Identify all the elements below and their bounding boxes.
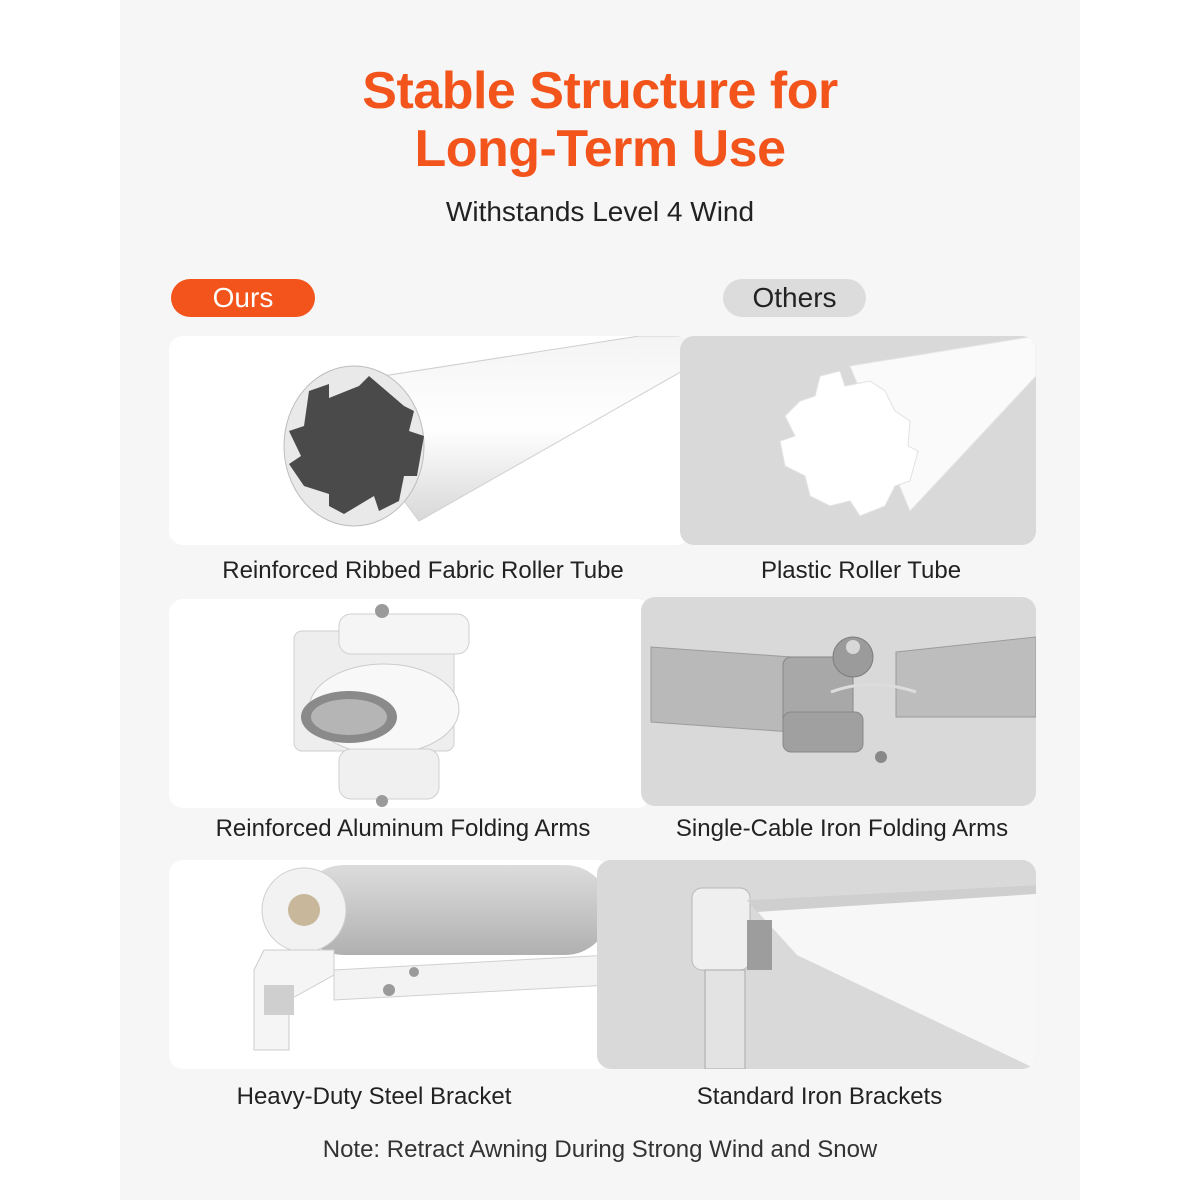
others-caption-2: Single-Cable Iron Folding Arms bbox=[675, 815, 1009, 842]
others-folding-arm-image bbox=[641, 597, 1036, 806]
ours-roller-tube-image bbox=[169, 336, 691, 545]
others-bracket-image bbox=[597, 860, 1036, 1069]
note-text: Note: Retract Awning During Strong Wind and Snow bbox=[322, 1136, 878, 1163]
others-badge: Others bbox=[723, 279, 866, 317]
ours-bracket-image bbox=[169, 860, 610, 1069]
ours-folding-arm-image bbox=[169, 599, 651, 808]
ours-badge: Ours bbox=[171, 279, 315, 317]
ours-caption-1: Reinforced Ribbed Fabric Roller Tube bbox=[222, 557, 624, 584]
page-title bbox=[0, 62, 1200, 178]
others-caption-1: Plastic Roller Tube bbox=[760, 557, 962, 584]
subtitle: Withstands Level 4 Wind bbox=[445, 196, 755, 227]
title-line-2: Long-Term Use bbox=[414, 120, 786, 178]
title-line-1: Stable Structure for bbox=[362, 62, 838, 120]
others-roller-tube-image bbox=[680, 336, 1036, 545]
others-caption-3: Standard Iron Brackets bbox=[696, 1083, 943, 1110]
ours-caption-2: Reinforced Aluminum Folding Arms bbox=[215, 815, 591, 842]
ours-caption-3: Heavy-Duty Steel Bracket bbox=[236, 1083, 512, 1110]
